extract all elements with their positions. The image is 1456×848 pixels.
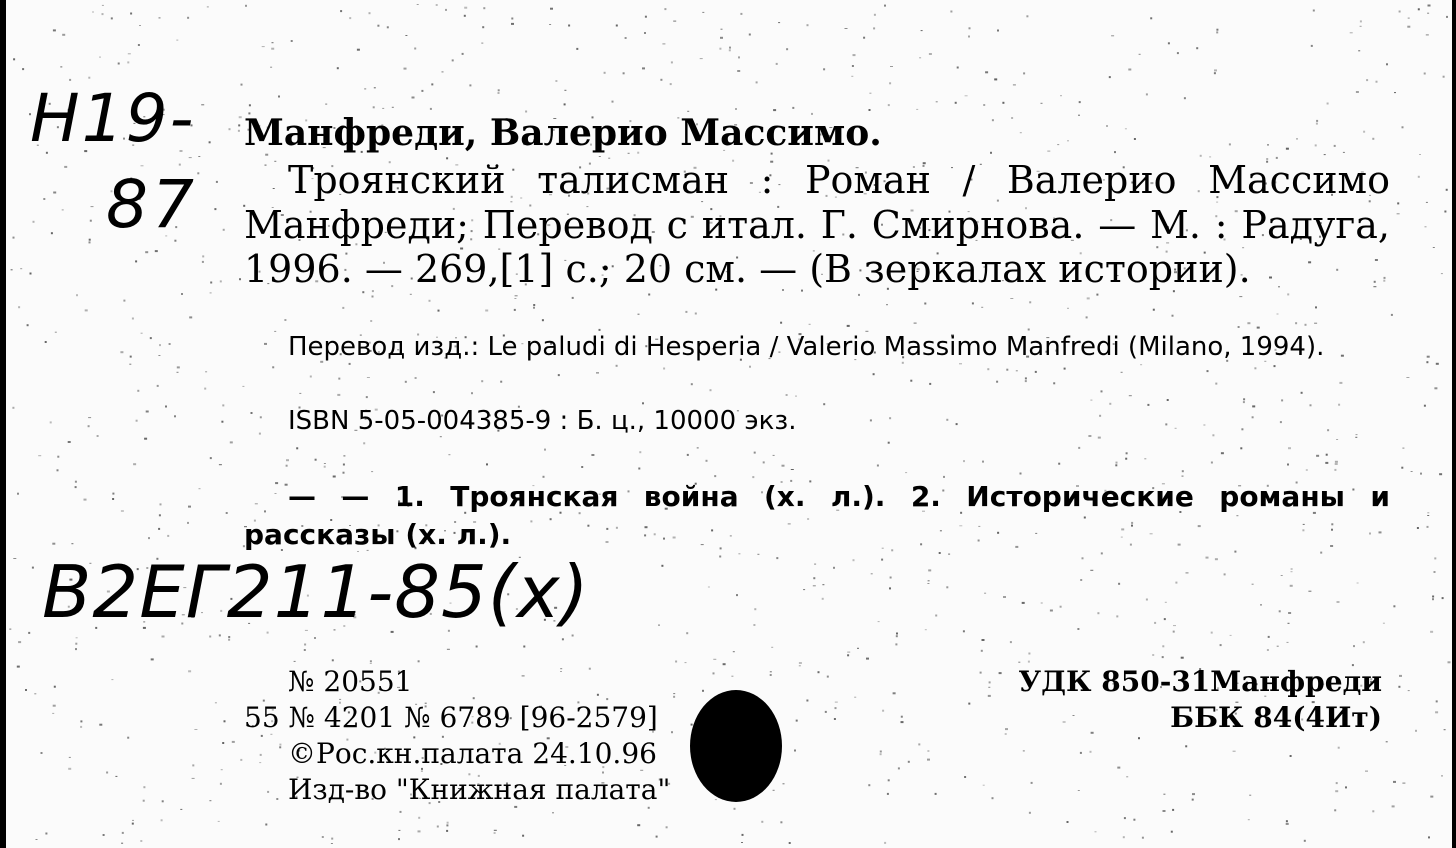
card-number: № 20551	[288, 665, 413, 698]
call-number-line-1: H19-	[30, 80, 196, 157]
card-footer-right	[1018, 664, 1382, 736]
registration-numbers: 55 № 4201 № 6789 [96-2579]	[244, 701, 658, 734]
call-number-line-2: 87	[106, 166, 198, 243]
publisher-imprint: Изд-во "Книжная палата"	[288, 773, 671, 806]
handwritten-shelf-code: B2EГ211-85(x)	[42, 550, 590, 634]
subject-headings-text: — — 1. Троянская война (х. л.). 2. Исторические романы и рассказы (х. л.).	[244, 480, 1390, 551]
copyright-chamber-date: ©Рос.кн.палата 24.10.96	[288, 737, 657, 770]
subject-headings	[244, 478, 1390, 554]
udk-code: УДК 850-31Манфреди	[1018, 665, 1382, 698]
card-punch-hole	[690, 690, 782, 802]
isbn-line: ISBN 5-05-004385-9 : Б. ц., 10000 экз.	[288, 406, 797, 436]
author-heading: Манфреди, Валерио Массимо.	[244, 112, 882, 154]
translation-note	[244, 330, 1390, 364]
translation-note-text: Перевод изд.: Le paludi di Hesperia / Valerio Massimo Manfredi (Milano, 1994).	[288, 332, 1325, 362]
card-footer-left	[244, 664, 670, 808]
bbk-code: ББК 84(4Ит)	[1170, 701, 1382, 734]
bibliographic-description	[244, 158, 1390, 292]
card-right-edge	[1452, 0, 1456, 848]
card-left-edge	[0, 0, 6, 848]
description-text: Троянский талисман : Роман / Валерио Массимо Манфреди; Перевод с итал. Г. Смирнова. — М. : Радуга, 1996. — 269,[1] с.; 20 см. — (В зеркалах истории).	[244, 158, 1390, 291]
